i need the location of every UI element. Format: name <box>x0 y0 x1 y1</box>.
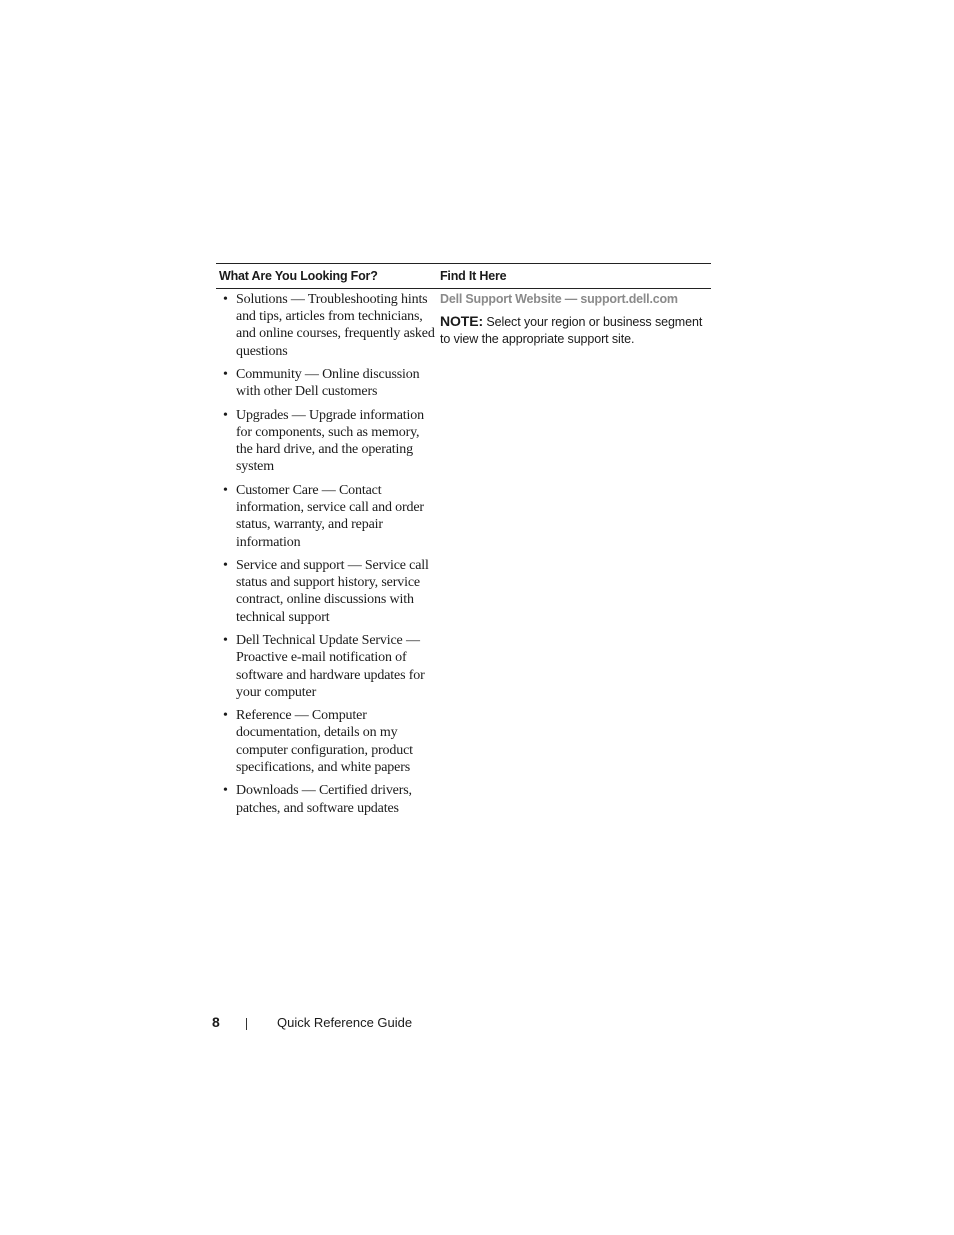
bullet-glyph: • <box>223 292 228 307</box>
list-item <box>223 707 437 776</box>
note <box>440 313 711 348</box>
list-item-text: Customer Care — Contact information, service call and order status, warranty, and repair information <box>236 482 424 550</box>
header-find-it-here: Find It Here <box>440 269 507 283</box>
list-item-text: Downloads — Certified drivers, patches, and software updates <box>236 783 412 816</box>
looking-for-cell <box>216 291 437 823</box>
find-it-here-cell <box>437 291 711 823</box>
footer-divider <box>246 1018 247 1030</box>
list-item-text: Upgrades — Upgrade information for components, such as memory, the hard drive, and the operating system <box>236 407 424 475</box>
list-item <box>223 557 437 626</box>
list-item <box>223 291 437 360</box>
list-item <box>223 482 437 551</box>
bullet-glyph: • <box>223 783 228 799</box>
list-item <box>223 632 437 701</box>
list-item-text: Service and support — Service call status and support history, service contract, online discussions with technical support <box>236 558 429 625</box>
list-item-text: Community — Online discussion with other Dell customers <box>236 367 420 400</box>
list-item <box>223 407 437 476</box>
footer-title: Quick Reference Guide <box>277 1014 413 1030</box>
page-number: 8 <box>212 1014 220 1030</box>
support-website-link[interactable]: Dell Support Website — support.dell.com <box>440 292 678 306</box>
bullet-glyph: • <box>223 558 228 574</box>
list-item-text: Dell Technical Update Service — Proactive e-mail notification of software and hardware updates for your computer <box>236 633 425 700</box>
bullet-glyph: • <box>223 633 228 649</box>
table-header <box>216 264 711 289</box>
list-item-text: Solutions — Troubleshooting hints and tips, articles from technicians, and online courses, frequently asked questions <box>236 292 435 359</box>
resource-list <box>223 291 437 817</box>
bullet-glyph: • <box>223 367 228 383</box>
list-item <box>223 366 437 400</box>
header-looking-for: What Are You Looking For? <box>219 269 378 283</box>
bullet-glyph: • <box>223 482 228 498</box>
bullet-glyph: • <box>223 407 228 423</box>
note-label: NOTE: <box>440 313 484 329</box>
page-footer <box>212 1014 412 1030</box>
table-row <box>216 289 711 823</box>
list-item-text: Reference — Computer documentation, details on my computer configuration, product specifications, and white papers <box>236 708 413 775</box>
note-text: Select your region or business segment to view the appropriate support site. <box>440 315 703 346</box>
bullet-glyph: • <box>223 708 228 724</box>
list-item <box>223 782 437 816</box>
reference-table <box>216 263 711 823</box>
